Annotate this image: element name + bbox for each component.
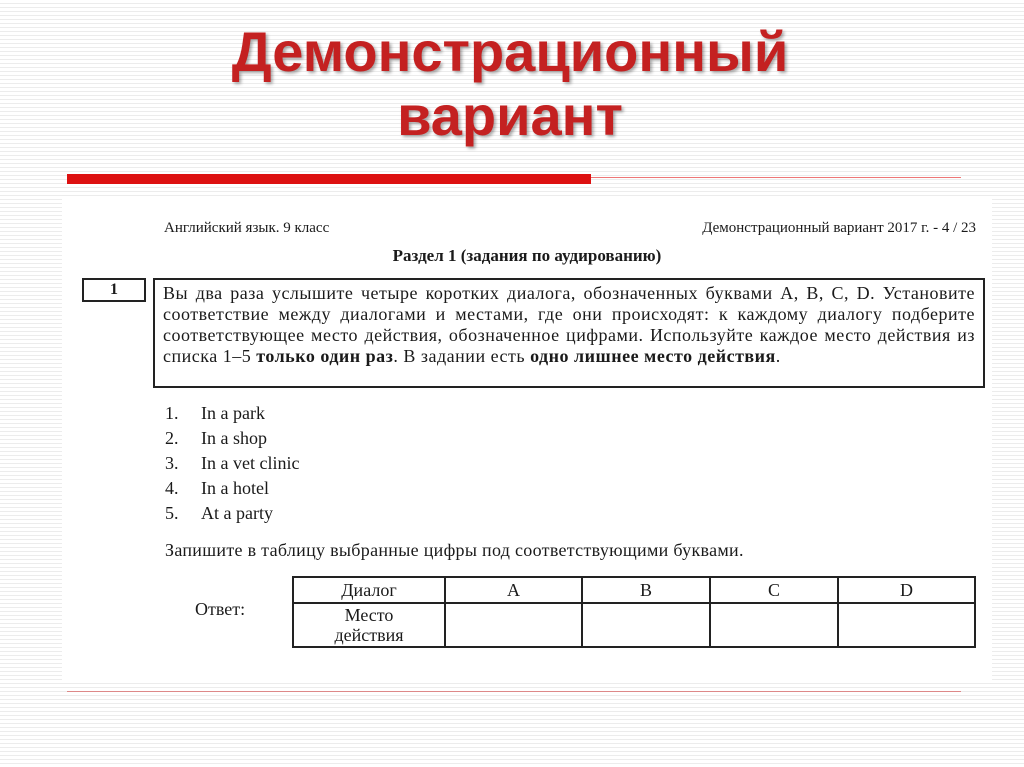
option-item bbox=[165, 451, 299, 476]
place-header-line1: Место bbox=[344, 605, 394, 625]
section-title: Раздел 1 (задания по аудированию) bbox=[392, 246, 662, 265]
slide-title bbox=[150, 20, 870, 148]
option-item bbox=[165, 401, 299, 426]
option-text: In a hotel bbox=[201, 478, 269, 498]
footer-line bbox=[67, 691, 961, 692]
option-number: 5. bbox=[165, 503, 179, 523]
column-header-d: D bbox=[838, 577, 975, 603]
option-number: 1. bbox=[165, 403, 179, 423]
option-item bbox=[165, 501, 299, 526]
place-header-line2: действия bbox=[334, 625, 404, 645]
answer-cell-c[interactable] bbox=[710, 603, 838, 647]
option-item bbox=[165, 476, 299, 501]
document-header-right: Демонстрационный вариант 2017 г. - 4 / 23 bbox=[702, 220, 976, 236]
answer-cell-a[interactable] bbox=[445, 603, 582, 647]
option-item bbox=[165, 426, 299, 451]
accent-bar bbox=[67, 174, 591, 184]
accent-line bbox=[591, 177, 961, 178]
table-instruction: Запишите в таблицу выбранные цифры под соответствующими буквами. bbox=[165, 540, 744, 560]
answer-cell-b[interactable] bbox=[582, 603, 710, 647]
task-text-bold2: одно лишнее место действия bbox=[530, 346, 776, 366]
task-text-part1: Вы два раза услышите четыре коротких диалога, обозначенных буквами A, B, C, D. Установите соответствие между диалогами и местами, где они происходят: к каждому диалогу подберите соответствующее место действия, обозначенное цифрами. Используйте каждое место действия из списка 1–5 bbox=[163, 283, 975, 366]
option-text: In a vet clinic bbox=[201, 453, 300, 473]
document-scan bbox=[62, 198, 992, 682]
answer-table bbox=[292, 576, 976, 648]
option-number: 2. bbox=[165, 428, 179, 448]
task-instructions bbox=[153, 278, 985, 388]
option-text: In a park bbox=[201, 403, 265, 423]
option-text: At a party bbox=[201, 503, 273, 523]
slide-title-line2: вариант bbox=[397, 84, 623, 147]
option-number: 4. bbox=[165, 478, 179, 498]
answer-table-header-row bbox=[293, 577, 975, 603]
answer-table-input-row bbox=[293, 603, 975, 647]
task-text-part2: . В задании есть bbox=[393, 346, 531, 366]
answer-cell-d[interactable] bbox=[838, 603, 975, 647]
document-header-left: Английский язык. 9 класс bbox=[164, 220, 330, 236]
slide-title-line1: Демонстрационный bbox=[231, 20, 789, 83]
dialog-header-cell: Диалог bbox=[293, 577, 445, 603]
options-list bbox=[165, 401, 299, 526]
column-header-c: C bbox=[710, 577, 838, 603]
column-header-a: A bbox=[445, 577, 582, 603]
task-text-part3: . bbox=[775, 346, 781, 366]
place-header-cell bbox=[293, 603, 445, 647]
task-text-bold1: только один раз bbox=[256, 346, 394, 366]
task-number: 1 bbox=[82, 278, 146, 302]
option-text: In a shop bbox=[201, 428, 267, 448]
answer-label: Ответ: bbox=[195, 599, 246, 619]
column-header-b: B bbox=[582, 577, 710, 603]
option-number: 3. bbox=[165, 453, 179, 473]
